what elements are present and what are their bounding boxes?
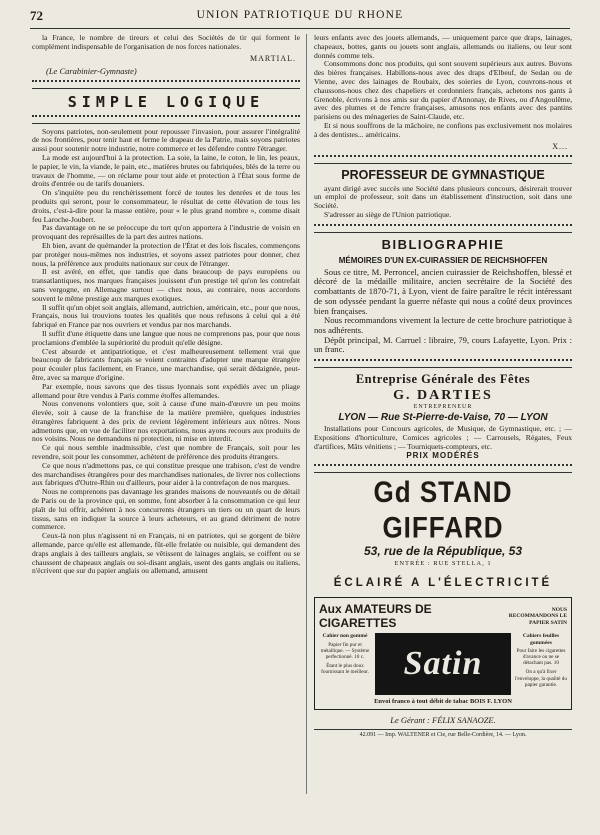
satin-right-text2: On a qu'à fixer l'enveloppe, la qualité du papier garantie. [515,669,567,688]
section-divider [314,359,572,368]
article-continuation: Consommons donc nos produits, qui sont souvent supérieurs aux autres. Buvons des bières françaises. Habillons-nous avec des draps d'Elbeuf, de Sedan ou de Vienne, avec des lainages de Roubaix, des soieries de Lyon, couvrons-nous et chaussons-nous chez des chapeliers et cordonniers français, achetons nos gants à Grenoble, écrivons à nos amis sur du papier d'Annonay, de Rives, ou d'Angoulême, avec des plumes et de l'encre françaises, amusons nos enfants avec des pantins parisiens ou des ménageries de Saint-Claude, etc. [314,59,572,122]
satin-advertisement [314,597,572,710]
article-paragraph: Ceux-là non plus n'agissent ni en Français, ni en patriotes, qui se gorgent de bière allemande, parce qu'elle est allemande, fût-elle frelatée ou nuisible, qui demandent des draps anglais à des tailleurs anglais, se vêtissent de lainages anglais, se coiffent ou se chaussent de chapeaux anglais ou soi-disant anglais, usent des gants anglais ou italiens, n'écrivent que sur du papier anglais ou allemand, amusent [32,531,300,576]
prof-text: ayant dirigé avec succès une Société dans plusieurs concours, désirerait trouver un emploi de professeur, soit dans un établissement d'instruction, soit dans une Société. [314,183,572,211]
section-title-simple-logique: SIMPLE LOGIQUE [67,92,265,111]
fetes-headline: Entreprise Générale des Fêtes [355,372,531,387]
giffard-address: 53, rue de la République, 53 [363,544,523,559]
satin-recommend: NOUS RECOMMANDONS LE PAPIER SATIN [508,606,567,626]
article-paragraph: C'est absurde et antipatriotique, et c'est malheureusement tellement vrai que beaucoup de fabricants français se voient contraints d'adopter une marque étrangère pour écouler plus facilement, en France, une marchandise, qui serait dédaignée, peut-être, avec sa marque d'origine. [32,346,300,382]
article-continuation: Et si nous souffrons de la mâchoire, ne confions pas exclusivement nos molaires à des dentistes... américains. [314,120,572,139]
satin-right-title: Cahiers feuilles gommées [522,633,560,646]
page-number: 72 [30,8,43,23]
bibliographie-title: BIBLIOGRAPHIE [381,236,505,252]
intro-citation: (Le Carabinier-Gymnaste) [46,65,137,76]
article-paragraph: On s'inquiète peu du renchérissement forcé de toutes les denrées et de tous les produits qui seront, pour le consommateur, le résultat de cette élévation de tous les droits, c'est-à-dire pour la masse entière, pour « le plus grand nombre », comme disait feu Laroche-Joubert. [32,188,300,224]
article-paragraph: Il suffit qu'un objet soit anglais, allemand, autrichien, américain, etc., pour que nous, Français, nous lui trouvions toutes les qualités que nous refusons à celui qui a été fabriqué en France par nos ouvriers et vendus par nos marchands. [32,302,300,330]
prof-contact: S'adresser au siège de l'Union patriotique. [324,209,452,219]
left-column [32,34,300,576]
intro-signature: MARTIAL. [250,53,296,63]
article-paragraph: Il suffit d'une étiquette dans une langue que nous ne comprenons pas, pour que nous proclamions d'emblée la supériorité du produit qu'elle désigne. [32,328,300,347]
giffard-tagline: ÉCLAIRÉ A L'ÉLECTRICITÉ [333,577,553,590]
satin-right-panel [515,633,567,695]
satin-left-title: Cahier non gommé [322,633,368,640]
article-signature: X... [552,141,568,151]
article-paragraph: Soyons patriotes, non-seulement pour repousser l'invasion, pour assurer l'intégralité de nos frontières, pour tenir haut et ferme le drapeau de la Patrie, mais soyons patriotes aussi pour soutenir notre industrie, notre commerce et les défendre contre l'étranger. [32,126,300,154]
article-paragraph: Eh bien, avant de quémander la protection de l'État et des lois fiscales, commençons par protéger nous-mêmes nos industries, et soyons assez patriotes pour donner, chez nous, la préférence aux produits nationaux sur ceux de l'étranger. [32,240,300,268]
satin-footer: Envoi franco à tout débit de tabac BOIS F. LYON [374,698,512,706]
prof-title: PROFESSEUR DE GYMNASTIQUE [341,167,545,182]
bibliographie-paragraph: Dépôt principal, M. Carruel : libraire, 79, cours Lafayette, Lyon. Prix : un franc. [314,334,572,355]
bibliographie-paragraph: Nous recommandons vivement la lecture de cette brochure patriotique à nos adhérents. [314,315,572,335]
fetes-advertisement [314,372,572,460]
satin-logo-text: Satin [403,645,483,683]
gerant-line: Le Gérant : FÉLIX SANAOZE. [390,715,496,726]
article-paragraph: Ce que nous n'admettons pas, ce qui constitue presque une trahison, c'est de vendre des marchandises étrangères pour des marchandises nationales, de livrer nos collections aux fabriques d'Outre-Rhin ou d'ailleurs, pour aider à la contrefaçon de nos marques. [32,460,300,488]
column-divider [306,34,307,794]
section-divider [314,224,572,233]
fetes-price: PRIX MODÉRÉS [406,451,480,461]
article-paragraph: Pas davantage on ne se préoccupe du tort qu'on apportera à l'industrie de voisin en provoquant des représailles de la part des autres nations. [32,223,300,242]
satin-logo [375,633,511,695]
giffard-advertisement [314,474,572,590]
section-divider [314,464,572,473]
satin-left-text2: Étant le plus doux fournissant le meilleur. [321,663,369,676]
satin-right-text: Pour faire les cigarettes d'avance ou ne se détachant pas. 10 [516,647,566,667]
bibliographie-paragraph: Sous ce titre, M. Perroncel, ancien cuirassier de Reichshoffen, blessé et décoré de la médaille militaire, ancien secrétaire de la Société des combattants de 1870-71, à Lyon, vient de faire paraître le récit intéressant de son odyssée pendant la guerre néfaste qui nous a coûté deux provinces bien françaises. [314,266,572,316]
article-paragraph: Ce qui nous semble inadmissible, c'est que nombre de Français, soit pour les revendre, soit pour les consommer, achètent de préférence des produits étrangers. [32,443,300,462]
fetes-address: LYON — Rue St-Pierre-de-Vaise, 70 — LYON [338,412,548,424]
section-divider [32,115,300,124]
satin-headline: Aux AMATEURS DE CIGARETTES [319,602,432,631]
bibliographie-subtitle: MÉMOIRES D'UN EX-CUIRASSIER DE REICHSHOFFEN [338,255,548,265]
giffard-name: Gd STAND GIFFARD [373,474,513,545]
article-paragraph: Par exemple, nous savons que des tissus lyonnais sont expédiés avec un pliage allemand pour être vendus à Paris comme étoffes allemandes. [32,381,300,400]
fetes-name: G. DARTIES [393,388,493,404]
article-paragraph: La mode est aujourd'hui à la protection. La soie, la laine, le coton, le lin, les peaux, le papier, le vin, la viande, le pain, etc., matières brutes ou fabriquées, blés de la terre ou travaux de l'homme, — on réclame pour tout aide et protection à l'État sous forme de droits d'entrée ou de tarifs douaniers. [32,152,300,189]
fetes-role: ENTREPRENEUR [413,404,473,411]
article-paragraph: Nous ne comprenons pas davantage les grandes maisons de nouveautés ou de détail de Paris ou de la province qui, en somme, font absorber à la consommation ce qui leur plaît de lui offrir, achètent à nos concurrents étrangers un tiers ou un quart de leurs tissus, sans en indiquer la source à leurs acheteurs, et au grand détriment de notre commerce. [32,487,300,532]
article-paragraph: Il est avéré, en effet, que tandis que dans beaucoup de pays européens ou transatlantiques, nos marques françaises jouissent d'un prestige tel qu'on les contrefait sans vergogne, en Allemagne surtout — chez nous, au contraire, nous accordons souvent le même prestige aux marques exotiques. [32,267,300,303]
right-column [314,34,572,738]
page-header [30,8,570,29]
giffard-entry: ENTRÉE : RUE STELLA, 1 [394,560,492,568]
fetes-text: Installations pour Concours agricoles, de Musique, de Gymnastique, etc. ; — Expositions d'horticulture, Comices agricoles ; — Carrousels, Régates, Feux d'artifices, Mâts vénitiens ; — Tourniquets-compteurs, etc. [314,424,572,451]
intro-paragraph: la France, le nombre de tireurs et celui des Sociétés de tir qui forment le complément indispensable de l'organisation de nos forces nationales. [32,33,300,51]
printer-line: 42.091 — Imp. WALTENER et Cie, rue Belle-Cordière, 14. — Lyon. [314,729,572,738]
section-divider [314,155,572,164]
satin-left-text: Papier fin pur et métallique. — Système perfectionné. 10 c. [320,641,370,661]
satin-left-panel [319,633,371,695]
article-continuation: leurs enfants avec des jouets allemands, — uniquement parce que draps, lainages, chapeaux, bottes, gants ou jouets sont anglais, allemands ou italiens, ou leur sont donnés comme tels. [314,33,572,60]
article-paragraph: Nous convenons volontiers que, soit à cause d'une main-d'œuvre un peu moins élevée, soit à cause de la franchise de la matière première, quelques industries étrangères fabriquent à des prix de revient légèrement inférieurs aux nôtres. Nous admettons que, en vue de faciliter nos exportations, nous ayons recours aux produits de nos voisins. Nous ne demandons ni protection, ni mise en interdit. [32,399,300,444]
section-divider [32,80,300,89]
journal-title: UNION PATRIOTIQUE DU RHONE [196,9,404,21]
